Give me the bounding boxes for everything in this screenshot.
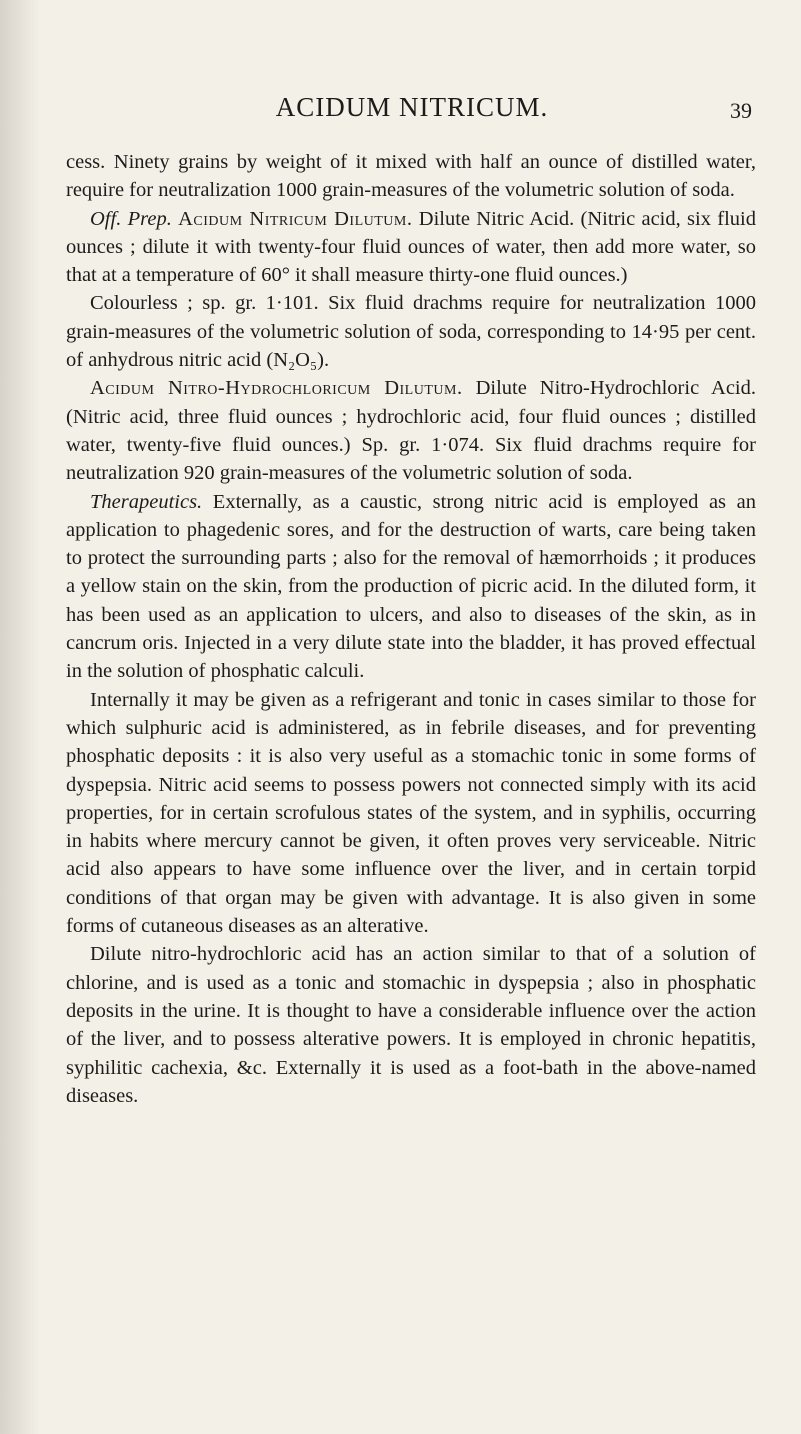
paragraph-official-preparation (66, 205, 756, 290)
section-lead: Therapeutics. (90, 490, 203, 513)
section-lead: Off. Prep. (90, 207, 172, 230)
body-text (66, 148, 756, 1110)
page-gutter-shadow (0, 0, 40, 1434)
page-number: 39 (730, 98, 752, 123)
page-header (62, 92, 762, 132)
paragraph-text: Dilute Nitro-Hydrochloric Acid. (Nitric acid, three fluid ounces ; hydrochloric acid, four fluid ounces ; distilled water, twenty-five fluid ounces.) Sp. gr. 1·074. Six fluid drachms require for neutralization 920 grain-measures of the volumetric solution of soda. (66, 377, 756, 485)
paragraph-properties (66, 289, 756, 374)
paragraph-text: Dilute Nitric Acid. (Nitric acid, six fluid ounces ; dilute it with twenty-four fluid ounces of water, then add more water, so that at a temperature of 60° it shall measure thirty-one fluid ounces.) (66, 207, 756, 287)
paragraph-dilute-nitro-hydrochloric-use (66, 940, 756, 1110)
preparation-name: Acidum Nitricum Dilutum. (178, 207, 413, 230)
paragraph-therapeutics (66, 488, 756, 686)
paragraph-text: Colourless ; sp. gr. 1·101. Six fluid drachms require for neutralization 1000 grain-measures of the volumetric solution of soda, corresponding to 14·95 per cent. of anhydrous nitric acid (N₂O₅). (66, 292, 756, 372)
paragraph-nitro-hydrochloric (66, 374, 756, 487)
paragraph-text: Externally, as a caustic, strong nitric acid is employed as an application to phagedenic sores, and for the destruction of warts, care being taken to protect the surrounding parts ; also for the removal of hæmorrhoids ; it produces a yellow stain on the skin, from the production of picric acid. In the diluted form, it has been used as an application to ulcers, and also to diseases of the skin, as in cancrum oris. Injected in a very dilute state into the bladder, it has proved effectual in the solution of phosphatic calculi. (66, 490, 756, 683)
running-title: ACIDUM NITRICUM. (275, 92, 549, 122)
preparation-name: Acidum Nitro-Hydrochloricum Dilutum. (90, 377, 463, 400)
paragraph-text: Internally it may be given as a refrigerant and tonic in cases similar to those for which sulphuric acid is administered, as in febrile diseases, and for preventing phosphatic deposits : it is also very useful as a stomachic tonic in some forms of dyspepsia. Nitric acid seems to possess powers not connected simply with its acid properties, for in certain scrofulous states of the system, and in syphilis, occurring in habits where mercury cannot be given, it often proves very serviceable. Nitric acid also appears to have some influence over the liver, and in certain torpid conditions of that organ may be given with advantage. It is also given in some forms of cutaneous diseases as an alterative. (66, 688, 756, 938)
paragraph-text: cess. Ninety grains by weight of it mixed with half an ounce of distilled water, require for neutralization 1000 grain-measures of the volumetric solution of soda. (66, 151, 756, 202)
paragraph-text: Dilute nitro-hydrochloric acid has an action similar to that of a solution of chlorine, and is used as a tonic and stomachic in dyspepsia ; also in phosphatic deposits in the urine. It is thought to have a considerable influence over the action of the liver, and to possess alterative powers. It is employed in chronic hepatitis, syphilitic cachexia, &c. Externally it is used as a foot-bath in the above-named diseases. (66, 943, 756, 1107)
paragraph-continuation (66, 148, 756, 205)
paragraph-internal-use (66, 686, 756, 941)
